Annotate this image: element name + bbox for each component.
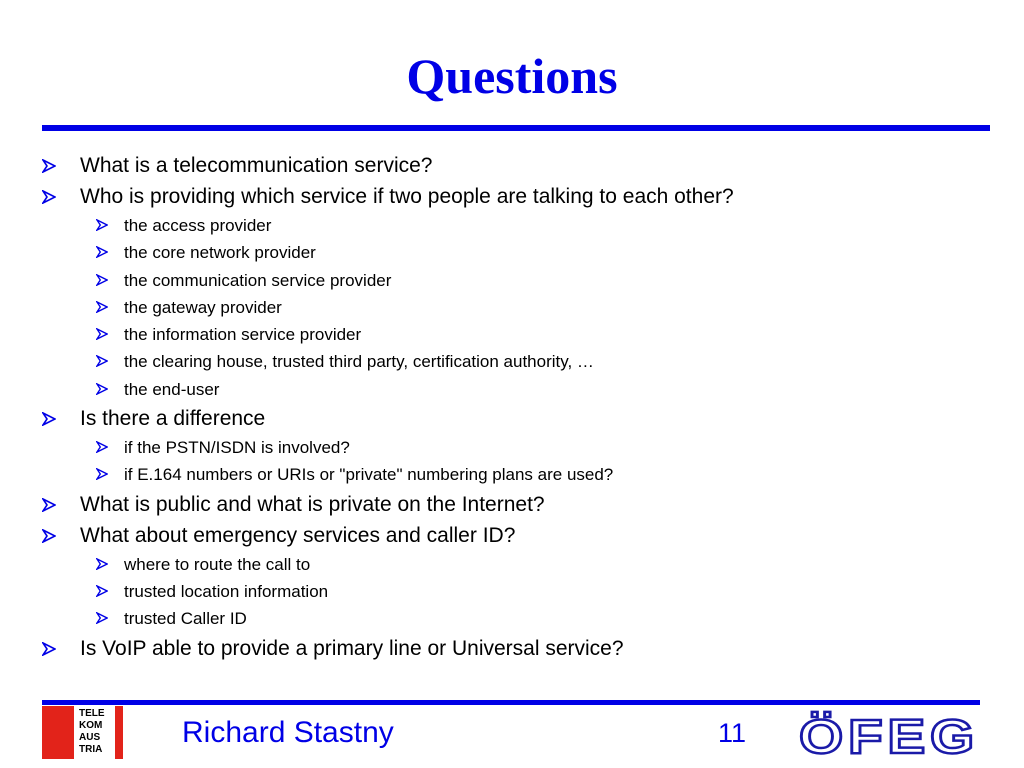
- bullet-text: What is a telecommunication service?: [80, 154, 433, 177]
- sub-bullet-item: [42, 239, 992, 266]
- bullet-item: [42, 633, 992, 664]
- bullet-text: where to route the call to: [124, 554, 311, 574]
- arrow-bullet-icon: [96, 585, 108, 597]
- svg-text:ÖFEG: ÖFEG: [799, 711, 979, 760]
- bullet-text: if E.164 numbers or URIs or "private" numbering plans are used?: [124, 465, 614, 485]
- page-number: 11: [718, 718, 747, 748]
- telekom-austria-logo: TELE KOM AUS TRIA: [42, 706, 123, 759]
- slide-title: Questions: [406, 48, 618, 104]
- bullet-item: [42, 181, 992, 212]
- bullet-list: [42, 150, 992, 664]
- bullet-text: if the PSTN/ISDN is involved?: [124, 438, 350, 458]
- bullet-text: the communication service provider: [124, 270, 392, 290]
- arrow-bullet-icon: [96, 441, 108, 453]
- bullet-item: [42, 520, 992, 551]
- ofeg-logo: [797, 708, 982, 760]
- bullet-text: the clearing house, trusted third party, certification authority, …: [124, 352, 594, 372]
- bullet-text: the gateway provider: [124, 297, 282, 317]
- bullet-item: [42, 403, 992, 434]
- sub-bullet-item: [42, 294, 992, 321]
- arrow-bullet-icon: [96, 328, 108, 340]
- arrow-bullet-icon: [42, 159, 56, 173]
- sub-bullet-item: [42, 551, 992, 578]
- arrow-bullet-icon: [96, 246, 108, 258]
- sub-bullet-item: [42, 578, 992, 605]
- sub-bullet-item: [42, 321, 992, 348]
- arrow-bullet-icon: [42, 529, 56, 543]
- sub-bullet-item: [42, 376, 992, 403]
- bullet-text: What about emergency services and caller ID?: [80, 523, 516, 547]
- arrow-bullet-icon: [42, 412, 56, 426]
- arrow-bullet-icon: [42, 190, 56, 204]
- sub-bullet-item: [42, 434, 992, 461]
- arrow-bullet-icon: [96, 468, 108, 480]
- sub-bullet-item: [42, 605, 992, 632]
- bullet-text: trusted Caller ID: [124, 609, 247, 629]
- arrow-bullet-icon: [96, 558, 108, 570]
- sub-bullet-item: [42, 212, 992, 239]
- bullet-text: the access provider: [124, 216, 272, 235]
- sub-bullet-item: [42, 348, 992, 375]
- arrow-bullet-icon: [42, 642, 56, 656]
- arrow-bullet-icon: [96, 301, 108, 313]
- sub-bullet-item: [42, 461, 992, 488]
- arrow-bullet-icon: [96, 219, 108, 231]
- bullet-item: [42, 150, 992, 181]
- sub-bullet-item: [42, 267, 992, 294]
- bullet-item: [42, 489, 992, 520]
- bullet-text: Is there a difference: [80, 407, 266, 431]
- arrow-bullet-icon: [96, 612, 108, 624]
- bullet-text: Is VoIP able to provide a primary line or Universal service?: [80, 636, 624, 660]
- arrow-bullet-icon: [42, 498, 56, 512]
- footer-author: Richard Stastny: [182, 716, 394, 749]
- arrow-bullet-icon: [96, 355, 108, 367]
- bullet-text: What is public and what is private on the Internet?: [80, 492, 545, 516]
- bullet-text: the end-user: [124, 379, 220, 399]
- bullet-text: the core network provider: [124, 243, 316, 263]
- footer-divider: [42, 700, 980, 705]
- arrow-bullet-icon: [96, 383, 108, 395]
- arrow-bullet-icon: [96, 274, 108, 286]
- bullet-text: the information service provider: [124, 325, 362, 345]
- bullet-text: trusted location information: [124, 581, 329, 601]
- bullet-text: Who is providing which service if two people are talking to each other?: [80, 185, 734, 208]
- title-divider: [42, 125, 990, 131]
